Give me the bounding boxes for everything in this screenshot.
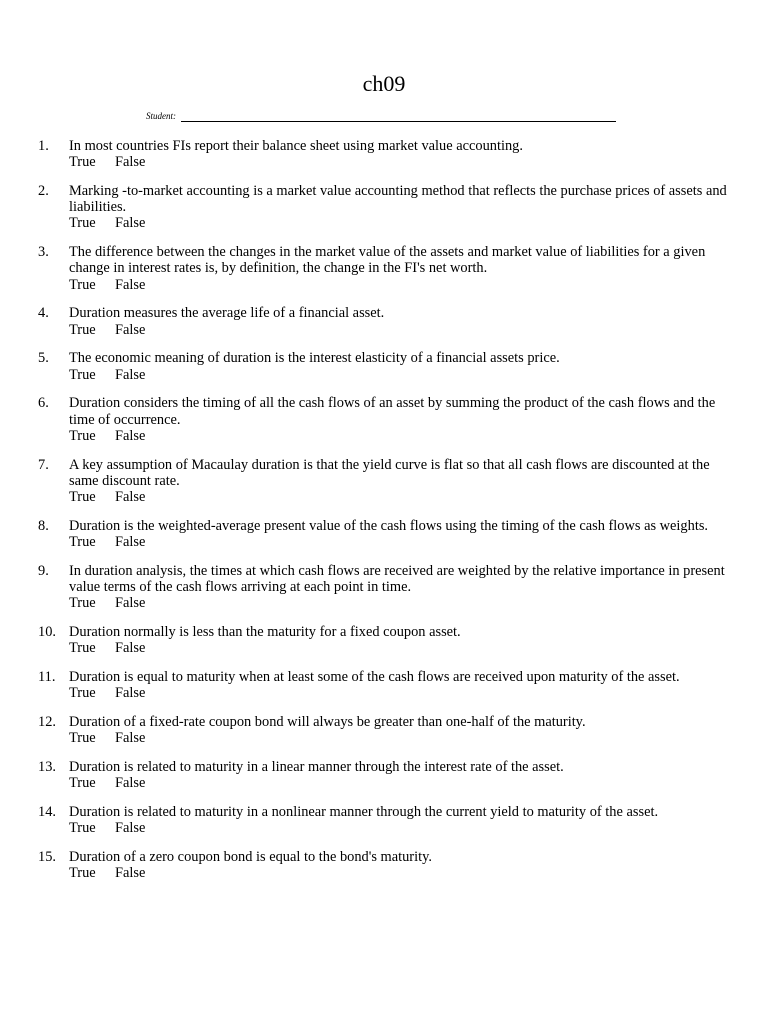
question-number: 12. bbox=[38, 714, 56, 731]
question-number: 14. bbox=[38, 804, 56, 821]
question-item bbox=[38, 244, 733, 293]
answer-true[interactable]: True bbox=[69, 534, 96, 551]
answer-options bbox=[69, 215, 733, 231]
question-number: 10. bbox=[38, 624, 56, 641]
answer-true[interactable]: True bbox=[69, 775, 96, 792]
question-number: 15. bbox=[38, 849, 56, 866]
question-text: Duration of a zero coupon bond is equal to the bond's maturity. bbox=[69, 849, 432, 866]
question-number: 5. bbox=[38, 350, 49, 367]
student-label: Student: bbox=[146, 111, 176, 121]
question-item bbox=[38, 350, 733, 382]
answer-options bbox=[69, 640, 733, 656]
answer-options bbox=[69, 820, 733, 836]
question-item bbox=[38, 563, 733, 612]
question-text: Duration is related to maturity in a linear manner through the interest rate of the asset. bbox=[69, 759, 564, 776]
answer-false[interactable]: False bbox=[115, 321, 146, 338]
question-item bbox=[38, 669, 733, 701]
answer-options bbox=[69, 428, 733, 444]
question-number: 2. bbox=[38, 183, 49, 199]
question-item bbox=[38, 714, 733, 746]
answer-true[interactable]: True bbox=[69, 154, 96, 171]
question-text: Duration considers the timing of all the cash flows of an asset by summing the product of the cash flows and the time of occurrence. bbox=[69, 395, 716, 428]
question-number: 7. bbox=[38, 456, 49, 473]
question-number: 11. bbox=[38, 669, 56, 686]
question-item bbox=[38, 624, 733, 656]
answer-true[interactable]: True bbox=[69, 865, 96, 882]
answer-true[interactable]: True bbox=[69, 215, 96, 232]
answer-false[interactable]: False bbox=[115, 215, 146, 232]
question-item bbox=[38, 305, 733, 337]
student-name-line[interactable] bbox=[181, 112, 616, 122]
question-number: 3. bbox=[38, 244, 49, 261]
question-text: The difference between the changes in the market value of the assets and market value of liabilities for a given change in interest rates is, by definition, the change in the FI's net worth. bbox=[69, 244, 706, 277]
question-text: In duration analysis, the times at which cash flows are received are weighted by the relative importance in present value terms of the cash flows arriving at each point in time. bbox=[69, 562, 725, 596]
answer-options bbox=[69, 489, 733, 505]
answer-options bbox=[69, 865, 733, 881]
question-number: 8. bbox=[38, 517, 49, 534]
answer-true[interactable]: True bbox=[69, 489, 96, 506]
answer-true[interactable]: True bbox=[69, 595, 96, 612]
question-text: Duration is related to maturity in a nonlinear manner through the current yield to maturity of the asset. bbox=[69, 804, 659, 821]
answer-options bbox=[69, 685, 733, 701]
answer-true[interactable]: True bbox=[69, 820, 96, 837]
question-list bbox=[38, 138, 733, 894]
question-text: In most countries FIs report their balance sheet using market value accounting. bbox=[69, 138, 523, 154]
page-title: ch09 bbox=[362, 71, 406, 96]
answer-false[interactable]: False bbox=[115, 640, 146, 657]
answer-false[interactable]: False bbox=[115, 730, 146, 747]
answer-options bbox=[69, 322, 733, 338]
answer-options bbox=[69, 154, 733, 170]
question-item bbox=[38, 395, 733, 444]
question-text: Duration is equal to maturity when at least some of the cash flows are received upon maturity of the asset. bbox=[69, 669, 680, 686]
question-number: 1. bbox=[38, 138, 49, 154]
answer-false[interactable]: False bbox=[115, 276, 146, 293]
question-item bbox=[38, 457, 733, 506]
answer-true[interactable]: True bbox=[69, 427, 96, 444]
answer-false[interactable]: False bbox=[115, 534, 146, 551]
answer-false[interactable]: False bbox=[115, 489, 146, 506]
question-item bbox=[38, 759, 733, 791]
question-text: Duration of a fixed-rate coupon bond will always be greater than one-half of the maturity. bbox=[69, 714, 586, 731]
question-text: The economic meaning of duration is the interest elasticity of a financial assets price. bbox=[69, 350, 560, 367]
answer-false[interactable]: False bbox=[115, 865, 146, 882]
answer-true[interactable]: True bbox=[69, 276, 96, 293]
answer-true[interactable]: True bbox=[69, 640, 96, 657]
question-item bbox=[38, 804, 733, 836]
question-item bbox=[38, 518, 733, 550]
answer-true[interactable]: True bbox=[69, 366, 96, 383]
question-number: 6. bbox=[38, 395, 49, 412]
answer-true[interactable]: True bbox=[69, 321, 96, 338]
question-text: Duration is the weighted-average present value of the cash flows using the timing of the cash flows as weights. bbox=[69, 517, 709, 534]
question-number: 13. bbox=[38, 759, 56, 776]
answer-false[interactable]: False bbox=[115, 595, 146, 612]
question-text: A key assumption of Macaulay duration is that the yield curve is flat so that all cash flows are discounted at the same discount rate. bbox=[69, 456, 710, 489]
question-item bbox=[38, 138, 733, 170]
question-text: Marking -to-market accounting is a market value accounting method that reflects the purchase prices of assets and liabilities. bbox=[69, 183, 727, 216]
question-number: 9. bbox=[38, 562, 49, 579]
answer-options bbox=[69, 775, 733, 791]
answer-options bbox=[69, 595, 733, 611]
answer-false[interactable]: False bbox=[115, 427, 146, 444]
question-text: Duration normally is less than the maturity for a fixed coupon asset. bbox=[69, 624, 461, 641]
question-text: Duration measures the average life of a financial asset. bbox=[69, 305, 385, 322]
student-field bbox=[146, 110, 616, 122]
answer-false[interactable]: False bbox=[115, 366, 146, 383]
answer-false[interactable]: False bbox=[115, 775, 146, 792]
answer-options bbox=[69, 367, 733, 383]
answer-options bbox=[69, 534, 733, 550]
answer-false[interactable]: False bbox=[115, 154, 146, 171]
answer-options bbox=[69, 730, 733, 746]
question-number: 4. bbox=[38, 305, 49, 322]
answer-options bbox=[69, 277, 733, 293]
answer-false[interactable]: False bbox=[115, 685, 146, 702]
question-item bbox=[38, 183, 733, 232]
answer-true[interactable]: True bbox=[69, 730, 96, 747]
answer-true[interactable]: True bbox=[69, 685, 96, 702]
question-item bbox=[38, 849, 733, 881]
answer-false[interactable]: False bbox=[115, 820, 146, 837]
